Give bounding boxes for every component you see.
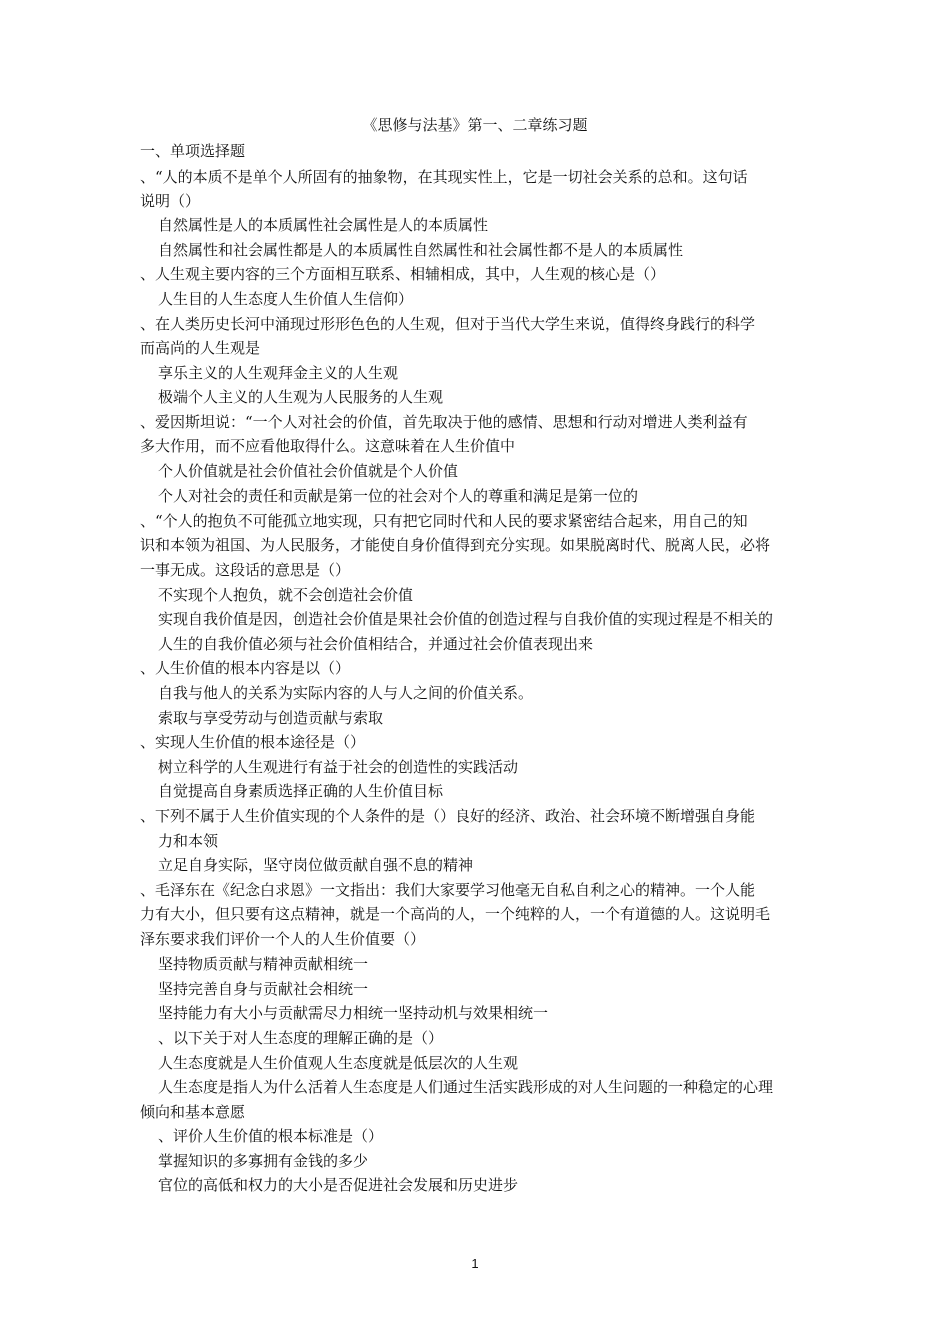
option-line: 人生态度就是人生价值观人生态度就是低层次的人生观 — [158, 1054, 519, 1072]
option-line: 人生的自我价值必须与社会价值相结合，并通过社会价值表现出来 — [158, 635, 594, 653]
option-line: 树立科学的人生观进行有益于社会的创造性的实践活动 — [158, 758, 519, 776]
question-continuation: 而高尚的人生观是 — [140, 339, 261, 357]
option-line: 人生目的人生态度人生价值人生信仰） — [158, 290, 414, 308]
question-line: 、“个人的抱负不可能孤立地实现，只有把它同时代和人民的要求紧密结合起来，用自己的知 — [140, 512, 748, 530]
question-line: 、下列不属于人生价值实现的个人条件的是（）良好的经济、政治、社会环境不断增强自身能 — [140, 807, 756, 825]
option-line: 、评价人生价值的根本标准是（） — [158, 1127, 384, 1145]
option-line: 掌握知识的多寡拥有金钱的多少 — [158, 1152, 369, 1170]
question-line: 、爱因斯坦说：“一个人对社会的价值，首先取决于他的感情、思想和行动对增进人类利益有 — [140, 413, 748, 431]
option-line: 享乐主义的人生观拜金主义的人生观 — [158, 364, 399, 382]
option-line: 自我与他人的关系为实际内容的人与人之间的价值关系。 — [158, 684, 534, 702]
question-line: 、实现人生价值的根本途径是（） — [140, 733, 366, 751]
option-line: 自然属性和社会属性都是人的本质属性自然属性和社会属性都不是人的本质属性 — [158, 241, 684, 259]
question-continuation: 力有大小，但只要有这点精神，就是一个高尚的人，一个纯粹的人，一个有道德的人。这说明毛 — [140, 905, 771, 923]
option-line: 自然属性是人的本质属性社会属性是人的本质属性 — [158, 216, 489, 234]
question-continuation: 说明（） — [140, 192, 201, 210]
option-line: 极端个人主义的人生观为人民服务的人生观 — [158, 388, 444, 406]
question-continuation: 一事无成。这段话的意思是（） — [140, 561, 351, 579]
option-line: 坚持完善自身与贡献社会相统一 — [158, 980, 369, 998]
question-continuation: 识和本领为祖国、为人民服务，才能使自身价值得到充分实现。如果脱离时代、脱离人民，必将 — [140, 536, 771, 554]
option-line: 个人价值就是社会价值社会价值就是个人价值 — [158, 462, 459, 480]
option-line: 自觉提高自身素质选择正确的人生价值目标 — [158, 782, 444, 800]
question-line: 、人生观主要内容的三个方面相互联系、相辅相成，其中，人生观的核心是（） — [140, 265, 666, 283]
option-line: 立足自身实际，坚守岗位做贡献自强不息的精神 — [158, 856, 474, 874]
option-line: 坚持能力有大小与贡献需尽力相统一坚持动机与效果相统一 — [158, 1004, 549, 1022]
option-line: 坚持物质贡献与精神贡献相统一 — [158, 955, 369, 973]
option-line: 实现自我价值是因，创造社会价值是果社会价值的创造过程与自我价值的实现过程是不相关的 — [158, 610, 774, 628]
option-line: 不实现个人抱负，就不会创造社会价值 — [158, 586, 414, 604]
question-continuation: 倾向和基本意愿 — [140, 1103, 246, 1121]
page-number: 1 — [471, 1256, 479, 1271]
section-heading: 一、单项选择题 — [140, 142, 246, 160]
question-continuation: 泽东要求我们评价一个人的人生价值要（） — [140, 930, 426, 948]
document-title: 《思修与法基》第一、二章练习题 — [362, 116, 588, 134]
option-line: 官位的高低和权力的大小是否促进社会发展和历史进步 — [158, 1176, 519, 1194]
question-line: 、在人类历史长河中涌现过形形色色的人生观，但对于当代大学生来说，值得终身践行的科学 — [140, 315, 756, 333]
question-line: 、“人的本质不是单个人所固有的抽象物，在其现实性上，它是一切社会关系的总和。这句话 — [140, 168, 748, 186]
question-line: 、毛泽东在《纪念白求恩》一文指出：我们大家要学习他毫无自私自利之心的精神。一个人能 — [140, 881, 756, 899]
question-line: 、人生价值的根本内容是以（） — [140, 659, 351, 677]
option-line: 索取与享受劳动与创造贡献与索取 — [158, 709, 384, 727]
option-continuation: 力和本领 — [158, 832, 219, 850]
option-line: 人生态度是指人为什么活着人生态度是人们通过生活实践形成的对人生问题的一种稳定的心理 — [158, 1078, 774, 1096]
option-line: 个人对社会的责任和贡献是第一位的社会对个人的尊重和满足是第一位的 — [158, 487, 639, 505]
question-continuation: 多大作用，而不应看他取得什么。这意味着在人生价值中 — [140, 437, 516, 455]
option-line: 、以下关于对人生态度的理解正确的是（） — [158, 1029, 444, 1047]
